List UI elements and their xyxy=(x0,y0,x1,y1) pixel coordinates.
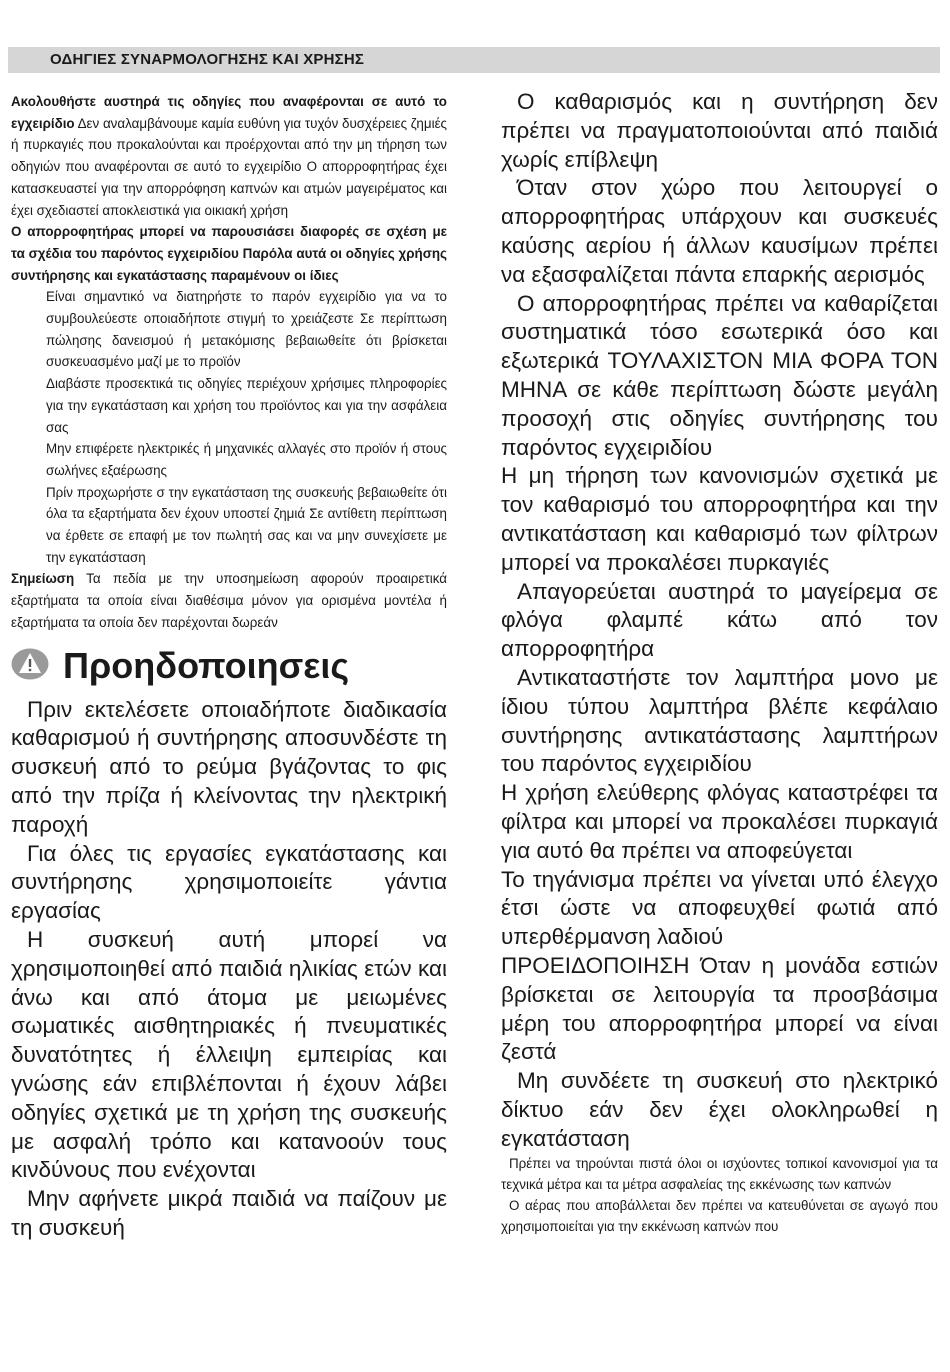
safety-paragraph: Η χρήση ελεύθερης φλόγας καταστρέφει τα φίλτρα και μπορεί να προκαλέσει πυρκαγιά για αυτό θα πρέπει να αποφεύγεται xyxy=(501,780,938,863)
note-paragraph xyxy=(11,568,447,633)
note-label: Σημείωση xyxy=(11,571,75,587)
safety-paragraph: Ο απορροφητήρας πρέπει να καθαρίζεται συστηματικά τόσο εσωτερικά όσο και εξωτερικά ΤΟΥΛΑΧΙΣΤΟΝ ΜΙΑ ΦΟΡΑ ΤΟΝ ΜΗΝΑ σε κάθε περίπτωση δώστε μεγάλη προσοχή στις οδηγίες συντήρησης του παρόντος εγχειριδίου xyxy=(501,290,938,460)
safety-paragraph: Η μη τήρηση των κανονισμών σχετικά με τον καθαρισμό του απορροφητήρα και την αντικατάσταση και καθαρισμό των φίλτρων μπορεί να προκαλέσει πυρκαγιές xyxy=(501,463,938,575)
intro-text: Δεν αναλαμβάνουμε καμία ευθύνη για τυχόν δυσχέρειες ζημιές ή πυρκαγιές που προκαλούνται και προέρχονται από την μη τήρηση των οδηγιών που αναφέρονται σε αυτό το εγχειρίδιο Ο απορροφητήρας έχει κατασκευαστεί για την απορρόφηση καπνών και ατμών μαγειρέματος και έχει σχεδιαστεί αποκλειστικά για οικιακή χρήση xyxy=(11,115,447,218)
bullet-item: Πρίν προχωρήστε σ την εγκατάσταση της συσκευής βεβαιωθείτε ότι όλα τα εξαρτήματα δεν έχουν υποστεί ζημιά Σε αντίθετη περίπτωση να έρθετε σε επαφή με τον πωλητή σας και να μην συνεχίσετε με την εγκατάσταση xyxy=(46,484,447,565)
intro-paragraph xyxy=(11,91,447,221)
safety-paragraph: ΠΡΟΕΙΔΟΠΟΙΗΣΗ Όταν η μονάδα εστιών βρίσκεται σε λειτουργία τα προσβάσιμα μέρη του απορροφητήρα μπορεί να είναι ζεστά xyxy=(501,952,938,1065)
regulation-paragraph: Πρέπει να τηρούνται πιστά όλοι οι ισχύοντες τοπικοί κανονισμοί για τα τεχνικά μέτρα και τα μέτρα ασφαλείας της εκκένωσης των καπνών xyxy=(501,1156,938,1193)
safety-paragraph: Απαγορεύεται αυστηρά το μαγείρεμα σε φλόγα φλαμπέ κάτω από τον απορροφητήρα xyxy=(501,578,938,662)
warning-paragraph: Η συσκευή αυτή μπορεί να χρησιμοποιηθεί από παιδιά ηλικίας ετών και άνω και από άτομα με μειωμένες σωματικές αισθητηριακές ή πνευματικές δυνατότητες ή έλλειψη εμπειρίας και γνώσης εάν επιβλέπονται ή έχουν λάβει οδηγίες σχετικά με τη χρήση της συσκευής με ασφαλή τρόπο και κατανοούν τους κινδύνους που ενέχονται xyxy=(11,926,447,1183)
safety-paragraph: Όταν στον χώρο που λειτουργεί ο απορροφητήρας υπάρχουν και συσκευές καύσης αερίου ή άλλων καυσίμων πρέπει να εξασφαλίζεται πάντα επαρκής αερισμός xyxy=(501,175,938,287)
safety-list xyxy=(501,88,938,1153)
right-column xyxy=(501,88,938,1237)
safety-paragraph: Ο καθαρισμός και η συντήρηση δεν πρέπει να πραγματοποιούνται από παιδιά χωρίς επίβλεψη xyxy=(501,89,938,172)
warnings-title: Προηδοποιησεις xyxy=(63,644,350,686)
bullet-item: Μην επιφέρετε ηλεκτρικές ή μηχανικές αλλαγές στο προϊόν ή στους σωλήνες εξαέρωσης xyxy=(46,441,447,478)
note-text: Τα πεδία με την υποσημείωση αφορούν προαιρετικά εξαρτήματα τα οποία είναι διαθέσιμα μόνον για ορισμένα μοντέλα ή εξαρτήματα τα οποία δεν παρέχονται δωρεάν xyxy=(11,571,447,630)
bullet-item: Είναι σημαντικό να διατηρήστε το παρόν εγχειρίδιο για να το συμβουλεύεστε οποιαδήποτε στιγμή το χρειάζεστε Σε περίπτωση πώλησης δανεισμού ή μετακόμισης βεβαιωθείτε ότι βρίσκεται συσκευασμένο μαζί με το προϊόν xyxy=(46,289,447,370)
variation-paragraph: Ο απορροφητήρας μπορεί να παρουσιάσει διαφορές σε σχέση με τα σχέδια του παρόντος εγχειριδίου Παρόλα αυτά οι οδηγίες χρήσης συντήρησης και εγκατάστασης παραμένουν οι ίδιες xyxy=(11,224,447,283)
intro-section xyxy=(11,91,447,634)
warnings-heading xyxy=(11,644,447,694)
bullet-item: Διαβάστε προσεκτικά τις οδηγίες περιέχουν χρήσιμες πληροφορίες για την εγκατάσταση και χρήση του προϊόντος και για την ασφάλεια σας xyxy=(46,376,447,435)
page-title: ΟΔΗΓΙΕΣ ΣΥΝΑΡΜΟΛΟΓΗΣΗΣ ΚΑΙ ΧΡΗΣΗΣ xyxy=(50,51,365,68)
warning-paragraph: Για όλες τις εργασίες εγκατάστασης και συντήρησης χρησιμοποιείτε γάντια εργασίας xyxy=(11,840,447,924)
safety-paragraph: Το τηγάνισμα πρέπει να γίνεται υπό έλεγχο έτσι ώστε να αποφευχθεί φωτιά από υπερθέρμανση λαδιού xyxy=(501,866,938,950)
left-column xyxy=(11,91,447,1243)
safety-paragraph: Μη συνδέετε τη συσκευή στο ηλεκτρικό δίκτυο εάν δεν έχει ολοκληρωθεί η εγκατάσταση xyxy=(501,1068,938,1151)
regulation-paragraph: Ο αέρας που αποβάλλεται δεν πρέπει να κατευθύνεται σε αγωγό που χρησιμοποιείται για την εκκένωση καπνών που xyxy=(501,1198,938,1235)
warning-icon xyxy=(11,648,49,680)
warnings-list xyxy=(11,696,447,1243)
warning-paragraph: Πριν εκτελέσετε οποιαδήποτε διαδικασία καθαρισμού ή συντήρησης αποσυνδέστε τη συσκευή από το ρεύμα βγάζοντας το φις από την πρίζα ή κλείνοντας την ηλεκτρική παροχή xyxy=(11,696,447,837)
regulations-section xyxy=(501,1153,938,1237)
warning-paragraph: Μην αφήνετε μικρά παιδιά να παίζουν με τη συσκευή xyxy=(11,1186,447,1240)
intro-bold: Ακολουθήστε αυστηρά τις οδηγίες που αναφέρονται σε αυτό το εγχειρίδιο xyxy=(11,94,447,131)
safety-paragraph: Αντικαταστήστε τον λαμπτήρα μονο με ίδιου τύπου λαμπτήρα βλέπε κεφάλαιο συντήρησης αντικατάστασης λαμπτήρων του παρόντος εγχειριδίου xyxy=(501,664,938,777)
